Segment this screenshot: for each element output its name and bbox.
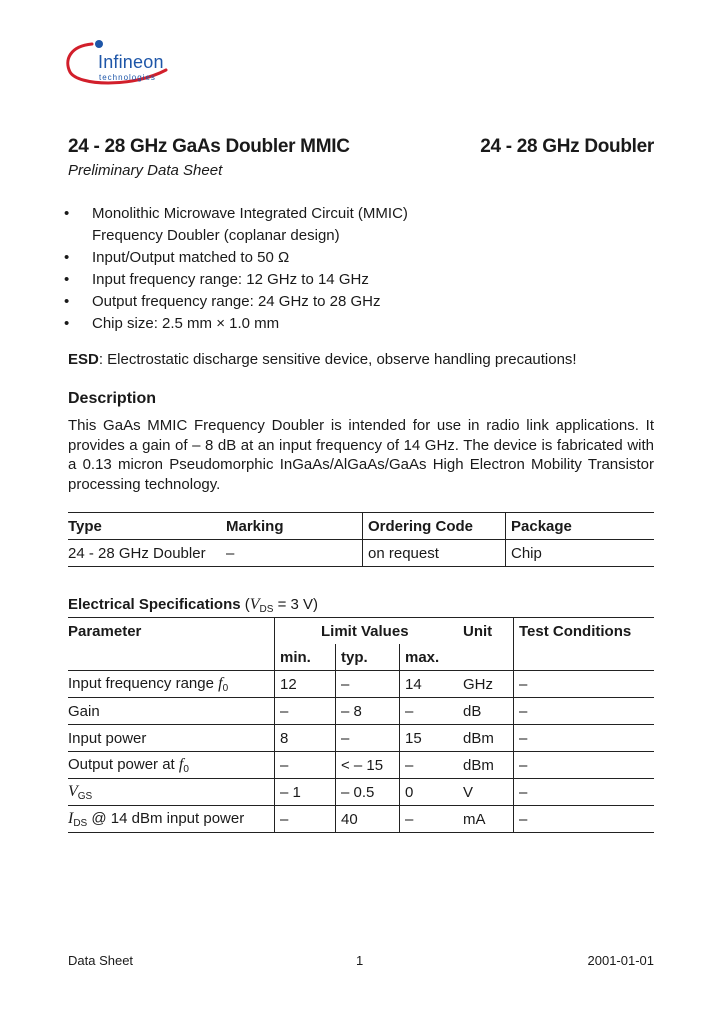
table-cell: – (514, 671, 655, 698)
table-header: Package (506, 513, 655, 540)
table-cell: – (400, 806, 464, 833)
footer-left: Data Sheet (68, 953, 134, 968)
table-cell: – 0.5 (336, 779, 400, 806)
table-header: Ordering Code (363, 513, 506, 540)
table-cell: on request (363, 540, 506, 567)
table-cell: – (275, 752, 336, 779)
page-title-right: 24 - 28 GHz Doubler (480, 136, 654, 157)
bullet-icon: • (64, 205, 70, 222)
table-cell: 14 (400, 671, 464, 698)
table-cell: 24 - 28 GHz Doubler (68, 540, 226, 567)
table-row (68, 725, 654, 752)
table-cell: $V_{GS}$ (68, 782, 93, 802)
table-header-row (68, 644, 654, 671)
table-cell: GHz (463, 675, 493, 693)
table-header: Parameter (68, 622, 142, 640)
table-header: Type (68, 513, 226, 540)
list-item: • Input/Output matched to 50 Ω (60, 247, 660, 269)
document-subtitle: Preliminary Data Sheet (68, 162, 223, 179)
table-cell: – (514, 806, 655, 833)
table-cell: Output power at $f_0$ (68, 755, 189, 775)
bullet-icon: • (64, 271, 70, 288)
table-cell: 40 (336, 806, 400, 833)
table-cell: Input frequency range $f_0$ (68, 674, 229, 694)
specs-heading: Electrical Specifications ($V_{DS} = 3$ V) (68, 596, 319, 615)
table-cell: < – 15 (336, 752, 400, 779)
table-cell: 15 (400, 725, 464, 752)
table-header: Limit Values (275, 618, 464, 645)
table-header: Marking (226, 513, 363, 540)
table-cell: – (514, 725, 655, 752)
table-cell: – 1 (275, 779, 336, 806)
specs-table (68, 617, 654, 833)
table-cell: – 8 (336, 698, 400, 725)
logo-wordmark: Infineon (98, 52, 164, 72)
table-cell: – (514, 779, 655, 806)
table-cell: – (400, 752, 464, 779)
description-text: This GaAs MMIC Frequency Doubler is intended for use in radio link applications. It provides a gain of – 8 dB at an input frequency of 14 GHz. The device is fabricated with a 0.13 micron Pseudomorphic InGaAs/AlGaAs/GaAs High Electron Mobility Transistor processing technology. (68, 417, 654, 493)
table-header: Unit (463, 622, 493, 640)
bullet-icon: • (64, 293, 70, 310)
table-cell: dBm (463, 729, 494, 747)
description-heading: Description (68, 390, 157, 407)
table-row (68, 779, 654, 806)
table-cell: 12 (275, 671, 336, 698)
table-row (68, 752, 654, 779)
bullet-icon: • (64, 249, 70, 266)
table-cell: – (400, 698, 464, 725)
table-cell: – (514, 752, 655, 779)
table-row (68, 806, 654, 833)
table-cell: – (514, 698, 655, 725)
table-header: max. (400, 644, 464, 671)
table-cell: – (336, 725, 400, 752)
list-item: • Monolithic Microwave Integrated Circuit (MMIC) Frequency Doubler (coplanar design) (64, 205, 408, 244)
table-cell: – (336, 671, 400, 698)
table-header-row (68, 618, 654, 645)
esd-warning: ESD: Electrostatic discharge sensitive device, observe handling precautions! (68, 351, 577, 368)
table-cell: – (275, 806, 336, 833)
table-header: Test Conditions (514, 618, 655, 645)
table-cell: – (226, 540, 363, 567)
table-row (68, 698, 654, 725)
logo-subtitle: technologies (99, 73, 156, 82)
page-title: 24 - 28 GHz GaAs Doubler MMIC (68, 136, 350, 157)
table-header-row (68, 513, 654, 540)
table-header: min. (275, 644, 336, 671)
table-row (68, 540, 654, 567)
table-cell: 0 (400, 779, 464, 806)
table-cell: mA (463, 810, 486, 828)
table-cell: Chip (506, 540, 655, 567)
list-item: • Output frequency range: 24 GHz to 28 GHz (60, 291, 660, 313)
ordering-table (68, 512, 654, 567)
list-item: • Chip size: 2.5 mm × 1.0 mm (60, 313, 660, 335)
table-cell: dB (463, 702, 482, 720)
footer-date: 2001-01-01 (587, 953, 654, 968)
table-cell: 8 (275, 725, 336, 752)
list-item: • Input frequency range: 12 GHz to 14 GHz (60, 269, 660, 291)
table-cell: Input power (68, 729, 147, 747)
page-number: 1 (356, 953, 364, 968)
table-cell: – (275, 698, 336, 725)
table-cell: dBm (463, 756, 494, 774)
table-cell: $I_{DS}$ @ 14 dBm input power (68, 809, 245, 829)
table-header: typ. (336, 644, 400, 671)
feature-list (60, 203, 660, 335)
bullet-icon: • (64, 315, 70, 332)
table-row (68, 671, 654, 698)
table-cell: V (463, 783, 474, 801)
table-cell: Gain (68, 702, 100, 720)
